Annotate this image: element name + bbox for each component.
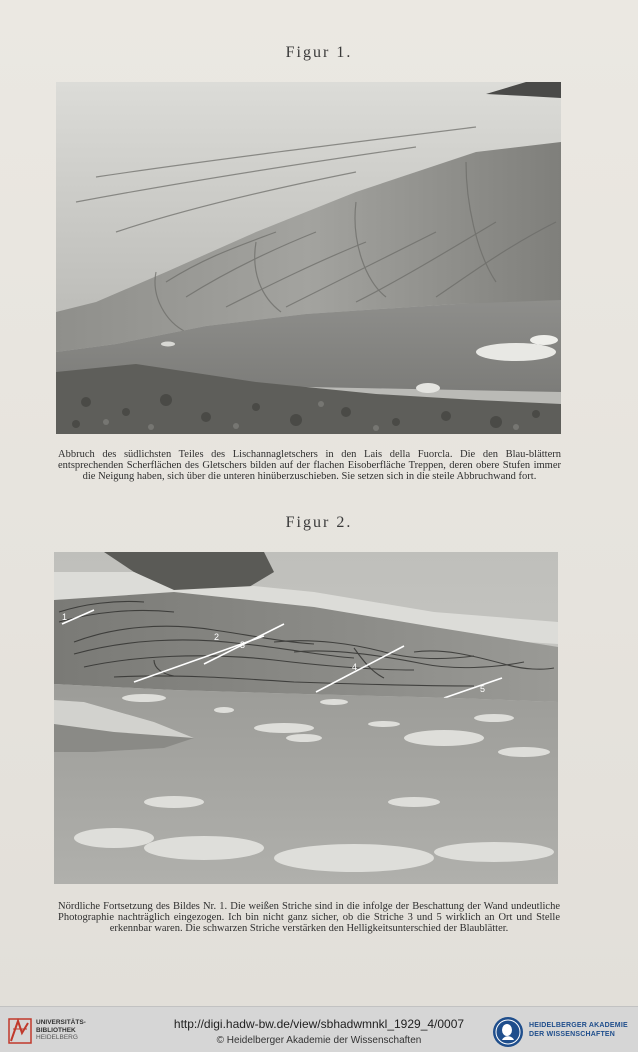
figure-1-photograph (56, 82, 561, 434)
academy-seal-icon (492, 1016, 524, 1048)
figure-2-title: Figur 2. (285, 514, 353, 531)
copyright-notice: © Heidelberger Akademie der Wissenschaften (216, 1035, 422, 1046)
figure-2-line-label: 3 (240, 640, 246, 650)
library-line-3: HEIDELBERG (36, 1034, 78, 1041)
figure-2-line-label: 2 (214, 632, 220, 642)
academy-line-1: HEIDELBERGER AKADEMIE (529, 1022, 628, 1029)
figure-2-caption: Nördliche Fortsetzung des Bildes Nr. 1. Die weißen Striche sind in die infolge der Beschattung der Wand undeutliche Photographie nachträglich eingezogen. Ich bin nicht ganz sicher, ob die Striche 3 und 5 wirklich an Ort und Stelle erkennbar waren. Die schwarzen Striche verstärken den Helligkeitsunterschied der Blaublätter. (58, 901, 560, 934)
figure-2-photograph (54, 552, 558, 884)
page-url-link[interactable]: http://digi.hadw-bw.de/view/sbhadwmnkl_1929_4/0007 (173, 1017, 465, 1031)
library-line-1: UNIVERSITÄTS- (36, 1019, 86, 1026)
academy-name (529, 1022, 628, 1039)
figure-2-line-label: 4 (352, 662, 358, 672)
figure-1-caption: Abbruch des südlichsten Teiles des Lischannagletschers in den Lais della Fuorcla. Die den Blau-blättern entsprechenden Scherflächen des Gletschers bilden auf der flachen Eisoberfläche Treppen, deren obere Stufen immer die Neigung haben, sich über die unteren hinüberzuschieben. Sie setzen sich in die steile Abbruchwand fort. (58, 449, 561, 482)
figure-2-line-label: 1 (62, 612, 68, 622)
figure-1-title: Figur 1. (285, 44, 353, 61)
viewer-footer (0, 1006, 638, 1052)
figure-2-line-label: 5 (480, 684, 486, 694)
library-line-2: BIBLIOTHEK (36, 1026, 76, 1034)
academy-line-2: DER WISSENSCHAFTEN (529, 1030, 616, 1038)
